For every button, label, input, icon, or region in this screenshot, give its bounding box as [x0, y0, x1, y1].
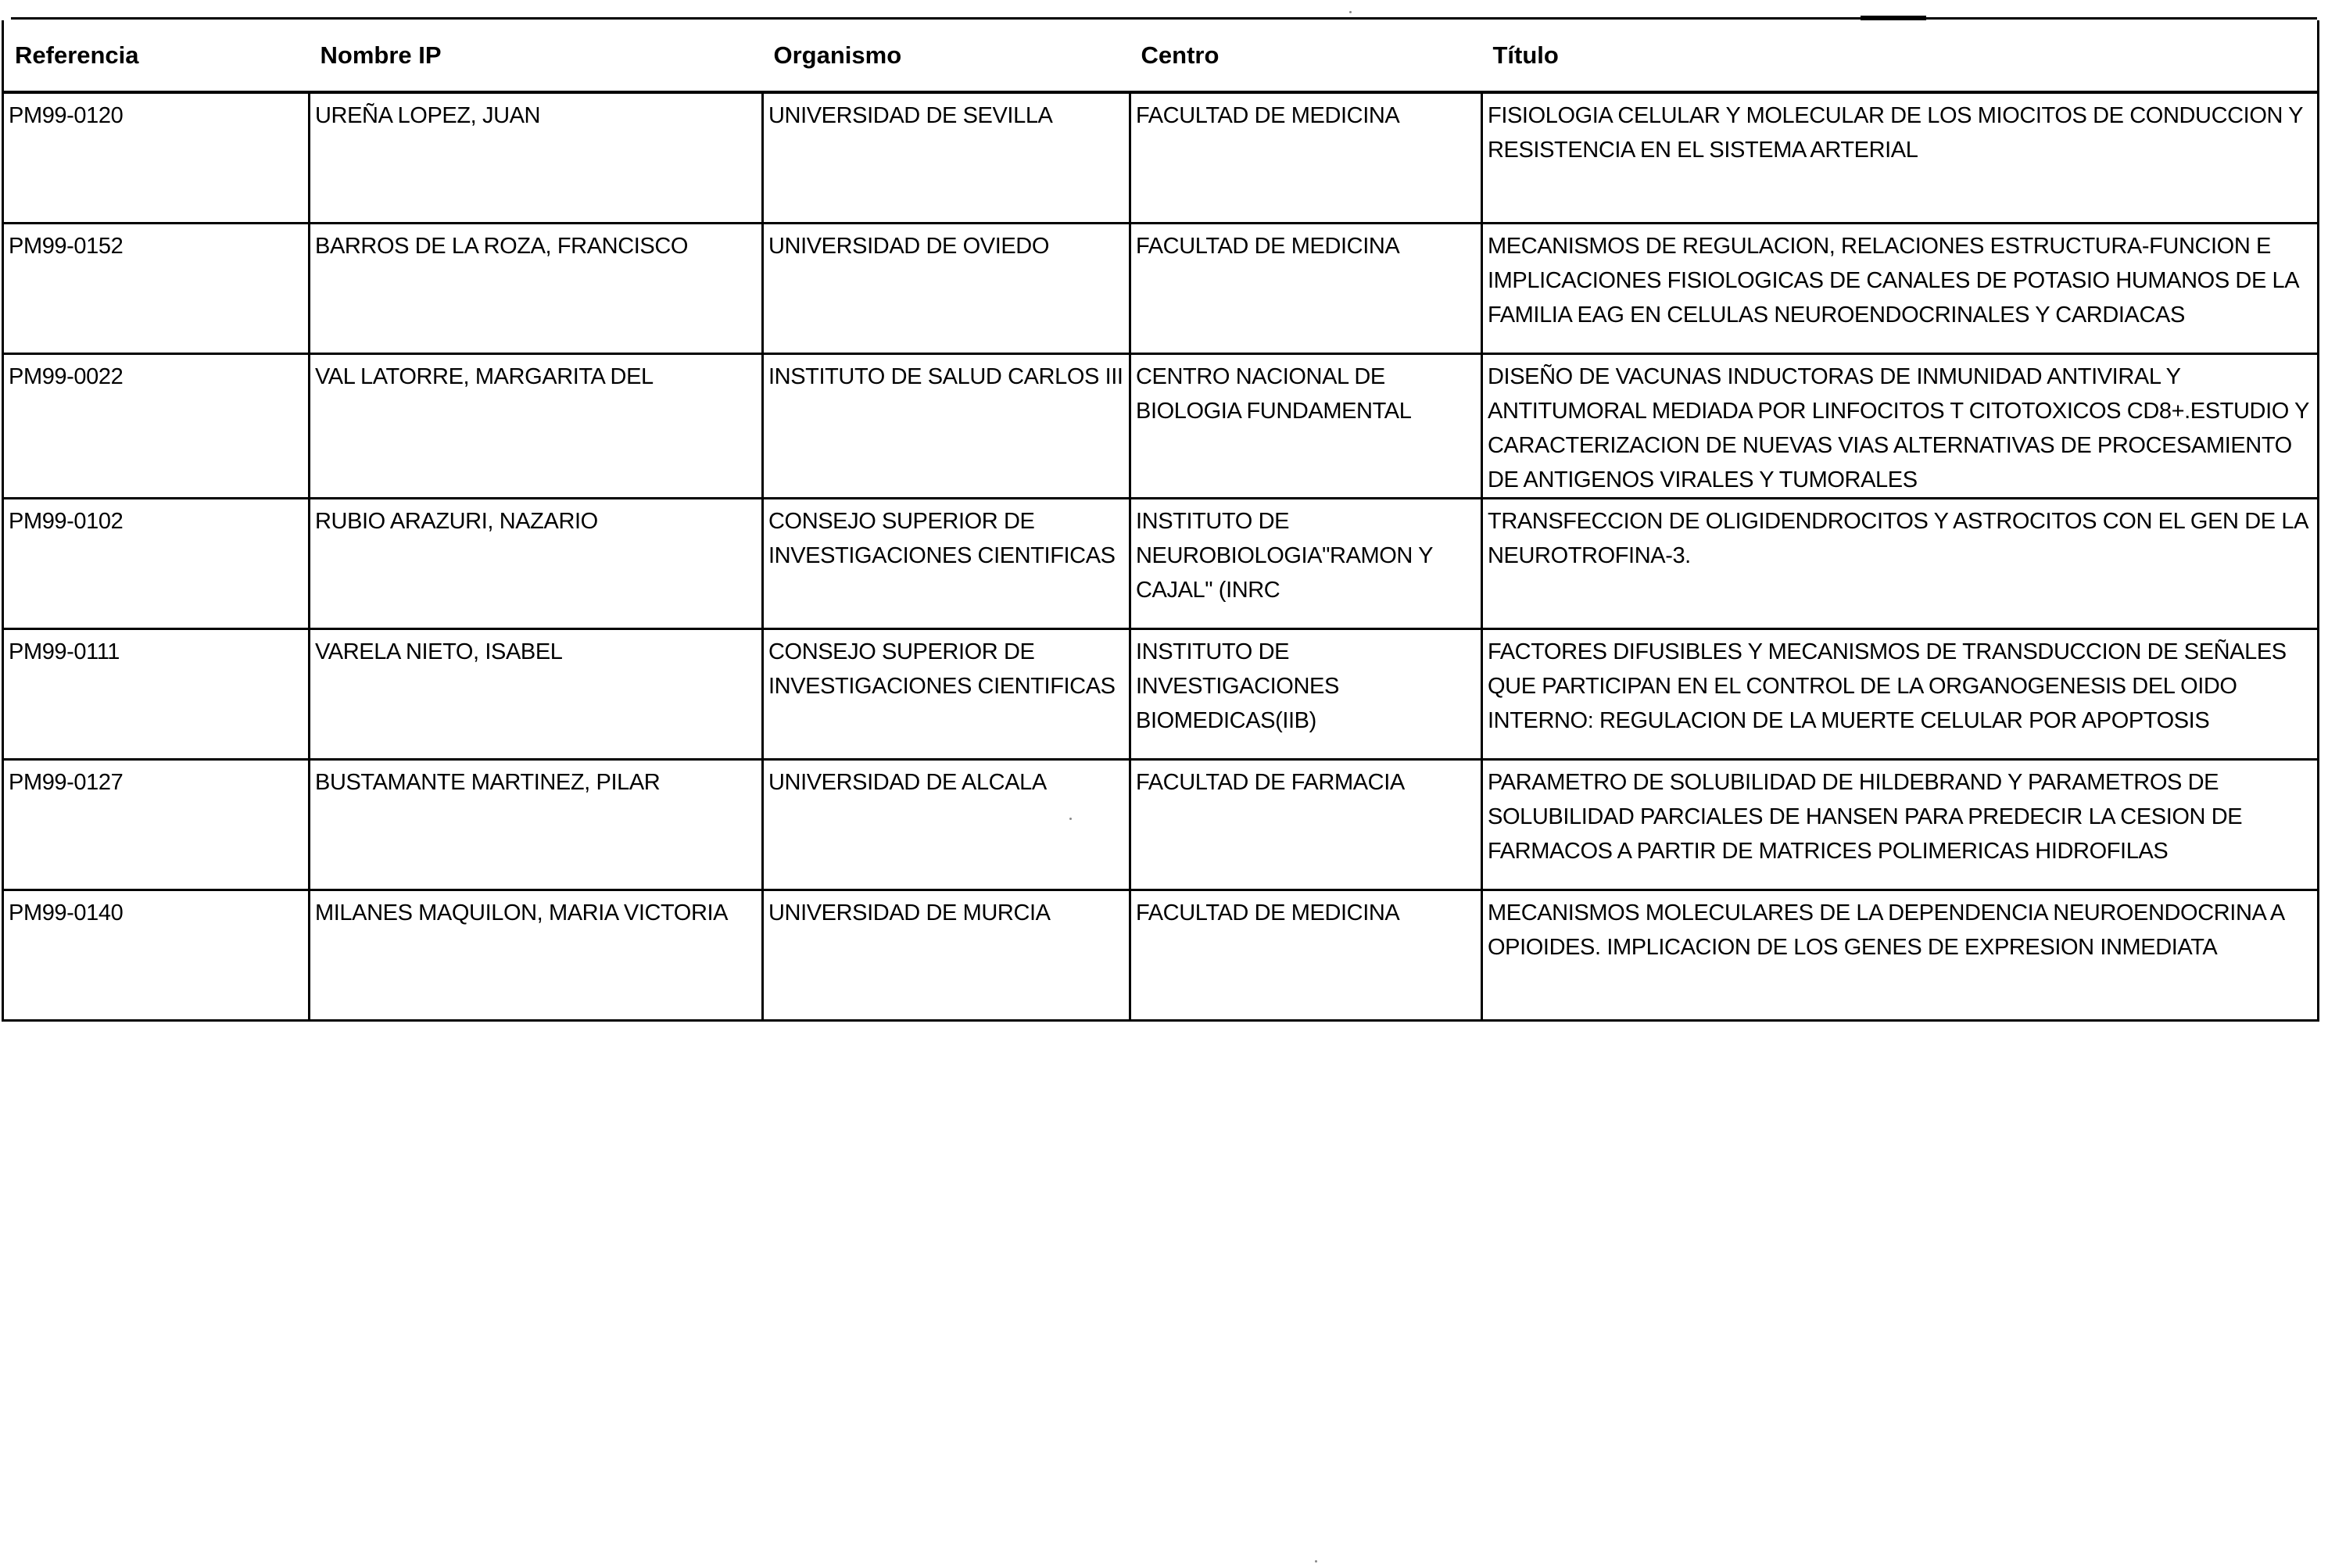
cell-titulo: PARAMETRO DE SOLUBILIDAD DE HILDEBRAND Y PARAMETROS DE SOLUBILIDAD PARCIALES DE HANSEN PARA PREDECIR LA CESION DE FARMACOS A PARTIR DE MATRICES POLIMERICAS HIDROFILAS [1482, 760, 2319, 890]
cell-referencia: PM99-0152 [3, 224, 310, 354]
table-row [3, 760, 2319, 890]
header-nombre-ip: Nombre IP [310, 20, 763, 92]
cell-referencia: PM99-0140 [3, 890, 310, 1021]
cell-titulo: FISIOLOGIA CELULAR Y MOLECULAR DE LOS MIOCITOS DE CONDUCCION Y RESISTENCIA EN EL SISTEMA ARTERIAL [1482, 92, 2319, 224]
header-row [3, 20, 2319, 92]
projects-table [2, 20, 2319, 1022]
cell-nombre-ip: VAL LATORRE, MARGARITA DEL [310, 354, 763, 499]
cell-titulo: MECANISMOS DE REGULACION, RELACIONES ESTRUCTURA-FUNCION E IMPLICACIONES FISIOLOGICAS DE CANALES DE POTASIO HUMANOS DE LA FAMILIA EAG EN CELULAS NEUROENDOCRINALES Y CARDIACAS [1482, 224, 2319, 354]
cell-titulo: DISEÑO DE VACUNAS INDUCTORAS DE INMUNIDAD ANTIVIRAL Y ANTITUMORAL MEDIADA POR LINFOCITOS T CITOTOXICOS CD8+.ESTUDIO Y CARACTERIZACION DE NUEVAS VIAS ALTERNATIVAS DE PROCESAMIENTO DE ANTIGENOS VIRALES Y TUMORALES [1482, 354, 2319, 499]
scan-speck [1349, 11, 1352, 13]
cell-titulo: FACTORES DIFUSIBLES Y MECANISMOS DE TRANSDUCCION DE SEÑALES QUE PARTICIPAN EN EL CONTROL DE LA ORGANOGENESIS DEL OIDO INTERNO: REGULACION DE LA MUERTE CELULAR POR APOPTOSIS [1482, 629, 2319, 760]
cell-titulo: MECANISMOS MOLECULARES DE LA DEPENDENCIA NEUROENDOCRINA A OPIOIDES. IMPLICACION DE LOS GENES DE EXPRESION INMEDIATA [1482, 890, 2319, 1021]
header-centro: Centro [1130, 20, 1482, 92]
cell-organismo: INSTITUTO DE SALUD CARLOS III [763, 354, 1130, 499]
header-titulo: Título [1482, 20, 2319, 92]
cell-referencia: PM99-0022 [3, 354, 310, 499]
cell-organismo: UNIVERSIDAD DE MURCIA [763, 890, 1130, 1021]
table-row [3, 890, 2319, 1021]
projects-sheet [2, 20, 2317, 1022]
cell-nombre-ip: UREÑA LOPEZ, JUAN [310, 92, 763, 224]
cell-nombre-ip: MILANES MAQUILON, MARIA VICTORIA [310, 890, 763, 1021]
scan-speck [1315, 1560, 1317, 1563]
cell-centro: FACULTAD DE MEDICINA [1130, 890, 1482, 1021]
cell-nombre-ip: BUSTAMANTE MARTINEZ, PILAR [310, 760, 763, 890]
cell-nombre-ip: BARROS DE LA ROZA, FRANCISCO [310, 224, 763, 354]
cell-referencia: PM99-0111 [3, 629, 310, 760]
cell-organismo: CONSEJO SUPERIOR DE INVESTIGACIONES CIENTIFICAS [763, 499, 1130, 629]
cell-centro: INSTITUTO DE NEUROBIOLOGIA"RAMON Y CAJAL" (INRC [1130, 499, 1482, 629]
header-referencia: Referencia [3, 20, 310, 92]
cell-referencia: PM99-0102 [3, 499, 310, 629]
cell-centro: CENTRO NACIONAL DE BIOLOGIA FUNDAMENTAL [1130, 354, 1482, 499]
cell-centro: INSTITUTO DE INVESTIGACIONES BIOMEDICAS(IIB) [1130, 629, 1482, 760]
cell-referencia: PM99-0120 [3, 92, 310, 224]
cell-titulo: TRANSFECCION DE OLIGIDENDROCITOS Y ASTROCITOS CON EL GEN DE LA NEUROTROFINA-3. [1482, 499, 2319, 629]
cell-organismo: CONSEJO SUPERIOR DE INVESTIGACIONES CIENTIFICAS [763, 629, 1130, 760]
cell-organismo: UNIVERSIDAD DE OVIEDO [763, 224, 1130, 354]
cell-centro: FACULTAD DE MEDICINA [1130, 224, 1482, 354]
cell-organismo: UNIVERSIDAD DE ALCALA [763, 760, 1130, 890]
header-organismo: Organismo [763, 20, 1130, 92]
table-row [3, 629, 2319, 760]
table-row [3, 224, 2319, 354]
table-row [3, 92, 2319, 224]
top-rule [11, 17, 2317, 20]
cell-centro: FACULTAD DE FARMACIA [1130, 760, 1482, 890]
cell-nombre-ip: RUBIO ARAZURI, NAZARIO [310, 499, 763, 629]
cell-nombre-ip: VARELA NIETO, ISABEL [310, 629, 763, 760]
cell-organismo: UNIVERSIDAD DE SEVILLA [763, 92, 1130, 224]
cell-centro: FACULTAD DE MEDICINA [1130, 92, 1482, 224]
table-row [3, 354, 2319, 499]
cell-referencia: PM99-0127 [3, 760, 310, 890]
table-row [3, 499, 2319, 629]
